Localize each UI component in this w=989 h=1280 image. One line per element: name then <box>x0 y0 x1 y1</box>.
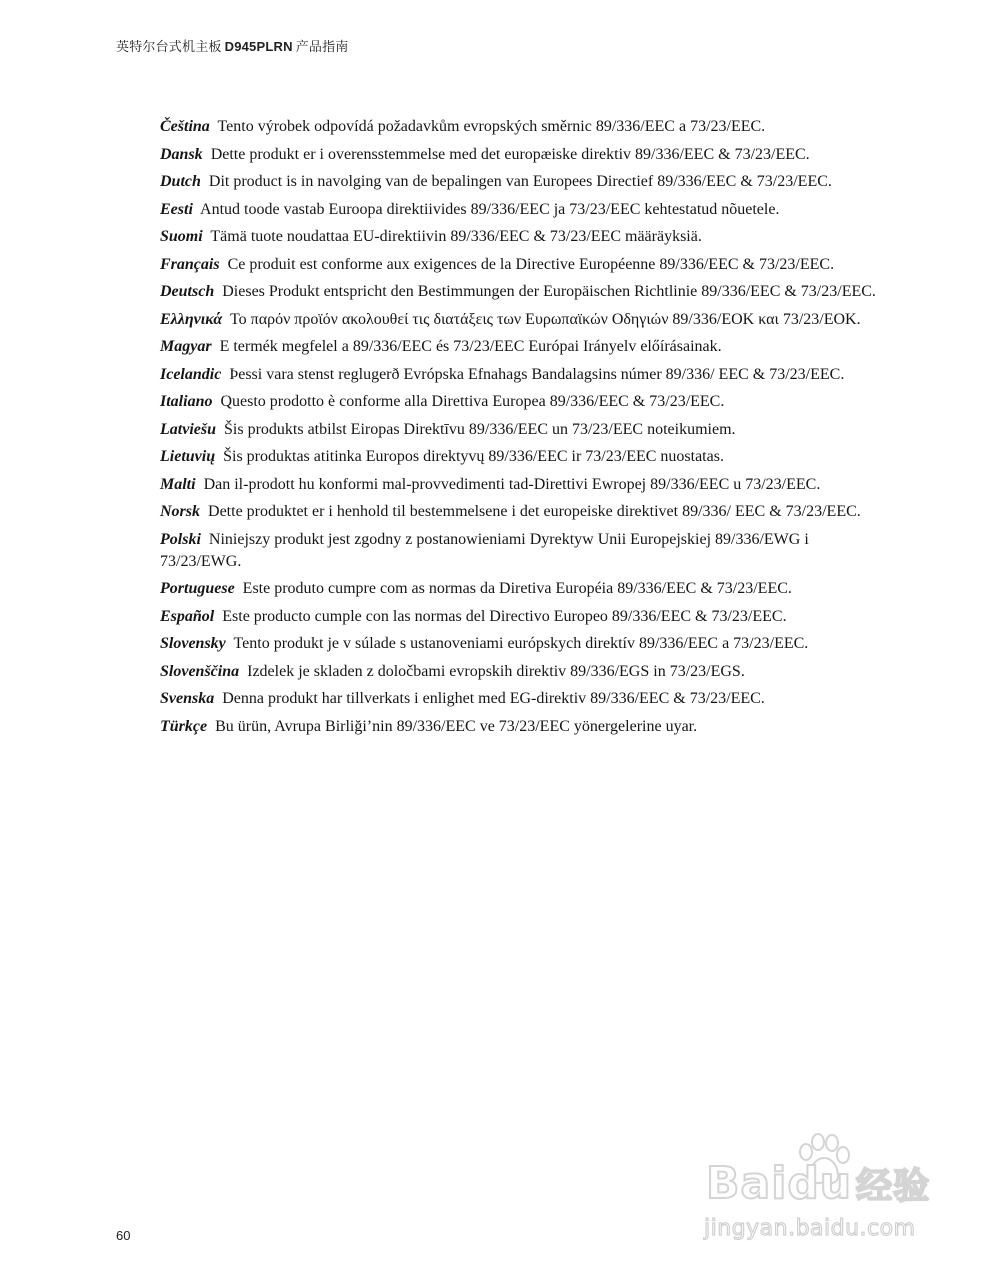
statement-text: Dit product is in navolging van de bepalingen van Europees Directief 89/336/EEC & 73/23/EEC. <box>208 173 832 190</box>
language-name: Eesti <box>160 200 193 218</box>
list-item <box>160 364 876 386</box>
statement-text: Ce produit est conforme aux exigences de la Directive Européenne 89/336/EEC & 73/23/EEC. <box>227 255 835 273</box>
baidu-jingyan-watermark <box>700 1130 940 1250</box>
language-name: Svenska <box>160 690 215 707</box>
language-name: Latviešu <box>160 420 216 438</box>
list-item <box>160 606 876 628</box>
list-item <box>160 226 876 248</box>
list-item <box>160 116 876 138</box>
list-item <box>160 171 876 193</box>
statement-text: Izdelek je skladen z določbami evropskih direktiv 89/336/EGS in 73/23/EGS. <box>247 662 745 680</box>
language-name: Magyar <box>160 338 212 355</box>
list-item <box>160 716 876 738</box>
language-name: Polski <box>160 530 201 548</box>
statement-text: Šis produkts atbilst Eiropas Direktīvu 89/336/EEC un 73/23/EEC noteikumiem. <box>224 420 736 438</box>
statement-text: Šis produktas atitinka Europos direktyvų 89/336/EEC ir 73/23/EEC nuostatas. <box>223 448 724 465</box>
list-item <box>160 199 876 221</box>
language-name: Slovensky <box>160 635 226 652</box>
statement-text: Tämä tuote noudattaa EU-direktiivin 89/336/EEC & 73/23/EEC määräyksiä. <box>210 228 702 245</box>
language-name: Dutch <box>160 173 201 190</box>
language-name: Malti <box>160 475 196 493</box>
statement-text: Tento produkt je v súlade s ustanoveniami európskych direktív 89/336/EEC a 73/23/EEC. <box>233 635 809 652</box>
language-name: Suomi <box>160 228 203 245</box>
language-name: Norsk <box>160 503 201 520</box>
header-model: D945PLRN <box>224 39 293 54</box>
statement-text: E termék megfelel a 89/336/EEC és 73/23/EEC Európai Irányelv előírásainak. <box>219 338 722 355</box>
list-item <box>160 391 876 413</box>
list-item <box>160 419 876 441</box>
header-suffix: 产品指南 <box>295 40 349 55</box>
list-item <box>160 281 876 303</box>
language-name: Slovenščina <box>160 662 240 680</box>
language-name: Ελληνικά <box>160 310 223 328</box>
language-name: Lietuvių <box>160 448 216 465</box>
language-name: Icelandic <box>160 365 222 383</box>
statement-text: Niniejszy produkt jest zgodny z postanowieniami Dyrektyw Unii Europejskiej 89/336/EWG i 73/23/EWG. <box>160 530 809 570</box>
list-item <box>160 254 876 276</box>
statement-text: Þessi vara stenst reglugerð Evrópska Efnahags Bandalagsins númer 89/336/ EEC & 73/23/EEC. <box>229 365 845 383</box>
list-item <box>160 309 876 331</box>
header-prefix: 英特尔台式机主板 <box>116 40 222 55</box>
statement-text: Bu ürün, Avrupa Birliği’nin 89/336/EEC ve 73/23/EEC yönergelerine uyar. <box>215 717 698 735</box>
statement-text: Dette produkt er i overensstemmelse med det europæiske direktiv 89/336/EEC & 73/23/EEC. <box>210 145 810 163</box>
statement-text: Este produto cumpre com as normas da Diretiva Européia 89/336/EEC & 73/23/EEC. <box>242 580 792 597</box>
list-item <box>160 336 876 358</box>
statement-text: Dette produktet er i henhold til bestemmelsene i det europeiske direktivet 89/336/ EEC & 73/23/EEC. <box>208 503 861 520</box>
statement-text: Antud toode vastab Euroopa direktiivides 89/336/EEC ja 73/23/EEC kehtestatud nõuetele. <box>200 200 780 218</box>
language-name: Deutsch <box>160 283 215 300</box>
list-item <box>160 144 876 166</box>
language-name: Español <box>160 607 215 625</box>
page-header <box>116 36 349 55</box>
statement-text: Tento výrobek odpovídá požadavkům evropských směrnic 89/336/EEC a 73/23/EEC. <box>217 118 766 135</box>
list-item <box>160 661 876 683</box>
statement-text: Este producto cumple con las normas del Directivo Europeo 89/336/EEC & 73/23/EEC. <box>222 607 787 625</box>
language-name: Français <box>160 255 220 273</box>
language-name: Portuguese <box>160 580 235 597</box>
language-name: Dansk <box>160 145 203 163</box>
watermark-url: jingyan.baidu.com <box>704 1216 916 1241</box>
list-item <box>160 474 876 496</box>
watermark-logo: Baidu 经验 <box>706 1158 931 1209</box>
statement-text: Dieses Produkt entspricht den Bestimmungen der Europäischen Richtlinie 89/336/EEC & 73/23/EEC. <box>222 283 876 300</box>
statement-text: Questo prodotto è conforme alla Direttiva Europea 89/336/EEC & 73/23/EEC. <box>220 393 725 410</box>
statement-text: Το παρόν προϊόν ακολουθεί τις διατάξεις των Ευρωπαϊκών Οδηγιών 89/336/ΕΟΚ και 73/23/ΕΟΚ. <box>229 310 861 328</box>
statement-text: Dan il-prodott hu konformi mal-provvedimenti tad-Direttivi Ewropej 89/336/EEC u 73/23/EEC. <box>203 475 821 493</box>
list-item <box>160 529 876 573</box>
list-item <box>160 446 876 468</box>
page-number: 60 <box>116 1228 131 1243</box>
language-name: Čeština <box>160 118 210 135</box>
language-name: Türkçe <box>160 717 208 735</box>
list-item <box>160 578 876 600</box>
list-item <box>160 501 876 523</box>
language-name: Italiano <box>160 393 213 410</box>
compliance-statements <box>160 116 876 743</box>
statement-text: Denna produkt har tillverkats i enlighet med EG-direktiv 89/336/EEC & 73/23/EEC. <box>222 690 765 707</box>
list-item <box>160 633 876 655</box>
list-item <box>160 688 876 710</box>
